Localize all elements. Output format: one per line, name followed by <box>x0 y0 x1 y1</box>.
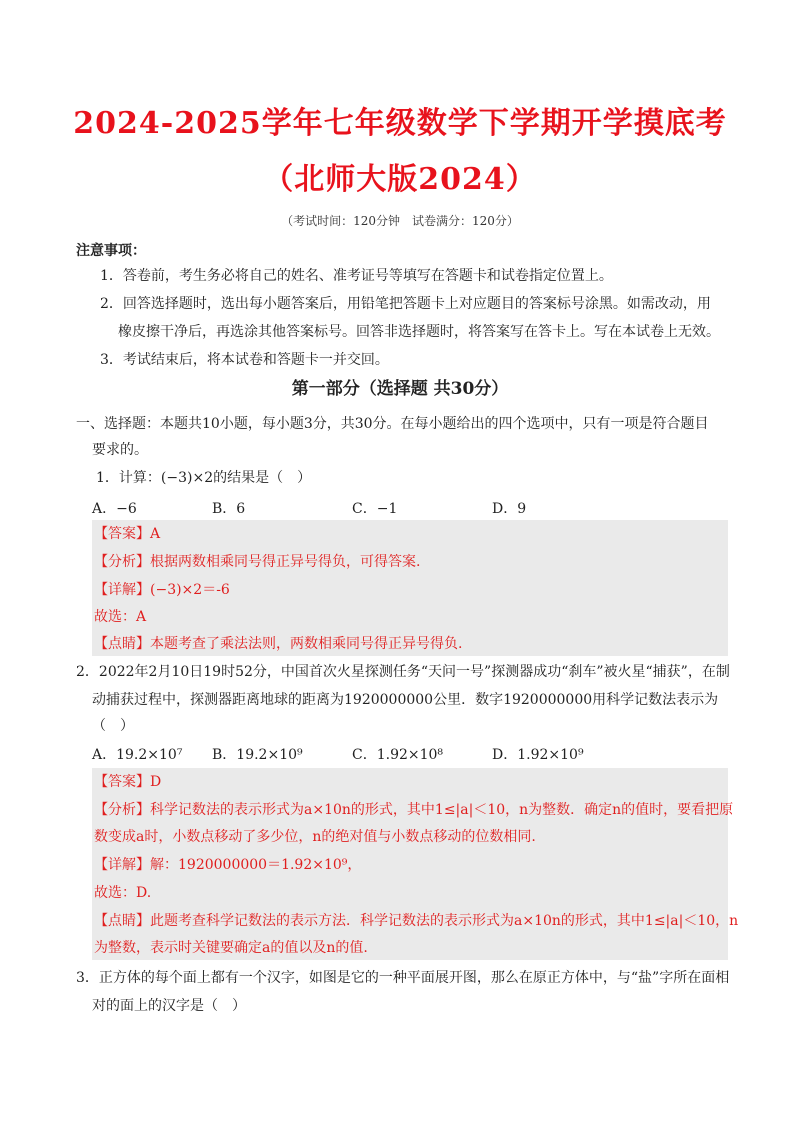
notice-item-3: 3．考试结束后，将本试卷和答题卡一并交回。 <box>100 352 389 368</box>
q2-analysis-cont: 数变成a时，小数点移动了多少位，n的绝对值与小数点移动的位数相同. <box>94 829 536 845</box>
q2-option-d: D．1.92×10⁹ <box>492 747 584 763</box>
q2-choose: 故选：D. <box>94 885 152 901</box>
q1-option-c: C．−1 <box>352 501 398 517</box>
q2-stem-cont: 动捕获过程中，探测器距离地球的距离为1920000000公里．数字1920000000用科学记数法表示为 <box>92 692 719 708</box>
q2-comment: 【点睛】此题考查科学记数法的表示方法．科学记数法的表示形式为a×10n的形式，其中1≤|a|＜10，n <box>94 913 739 929</box>
q1-analysis: 【分析】根据两数相乘同号得正异号得负，可得答案. <box>94 554 421 570</box>
q2-stem-paren: （ ） <box>92 718 134 734</box>
q1-detail: 【详解】(−3)×2＝-6 <box>94 582 230 598</box>
q1-option-a: A．−6 <box>92 501 137 517</box>
q2-option-a: A．19.2×10⁷ <box>92 747 183 763</box>
q1-option-b: B．6 <box>212 501 246 517</box>
q2-answer: 【答案】D <box>94 774 162 790</box>
q1-answer: 【答案】A <box>94 526 161 542</box>
q3-stem: 3．正方体的每个面上都有一个汉字，如图是它的一种平面展开图，那么在原正方体中，与“盐”字所在面相 <box>76 970 730 986</box>
q1-choose: 故选：A <box>94 609 147 625</box>
q1-option-d: D．9 <box>492 501 527 517</box>
notice-item-2-cont: 橡皮擦干净后，再选涂其他答案标号。回答非选择题时，将答案写在答卡上。写在本试卷上无效。 <box>118 324 720 340</box>
section-intro-cont: 要求的。 <box>92 442 148 458</box>
exam-info: （考试时间：120分钟 试卷满分：120分） <box>281 214 519 228</box>
q2-stem: 2．2022年2月10日19时52分，中国首次火星探测任务“天问一号”探测器成功“刹车”被火星“捕获”，在制 <box>76 664 730 680</box>
q2-analysis: 【分析】科学记数法的表示形式为a×10n的形式，其中1≤|a|＜10，n为整数．确定n的值时，要看把原 <box>94 802 734 818</box>
q2-detail: 【详解】解：1920000000＝1.92×10⁹， <box>94 857 362 873</box>
notice-heading: 注意事项： <box>76 243 146 259</box>
section-title: 第一部分（选择题 共30分） <box>291 379 509 399</box>
q2-option-b: B．19.2×10⁹ <box>212 747 303 763</box>
notice-item-1: 1．答卷前，考生务必将自己的姓名、准考证号等填写在答题卡和试卷指定位置上。 <box>100 268 613 284</box>
exam-title: 2024-2025学年七年级数学下学期开学摸底考 <box>73 106 727 141</box>
q2-option-c: C．1.92×10⁸ <box>352 747 444 763</box>
q1-comment: 【点睛】本题考查了乘法法则，两数相乘同号得正异号得负. <box>94 636 463 652</box>
exam-subtitle: （北师大版2024） <box>263 162 537 197</box>
q2-comment-cont: 为整数，表示时关键要确定a的值以及n的值. <box>94 940 368 956</box>
q1-stem: 1．计算：(−3)×2的结果是（ ） <box>96 470 312 486</box>
section-intro: 一、选择题：本题共10小题，每小题3分，共30分。在每小题给出的四个选项中，只有一项是符合题目 <box>76 416 709 432</box>
q3-stem-cont: 对的面上的汉字是（ ） <box>92 998 246 1014</box>
notice-item-2: 2．回答选择题时，选出每小题答案后，用铅笔把答题卡上对应题目的答案标号涂黑。如需改动，用 <box>100 296 711 312</box>
